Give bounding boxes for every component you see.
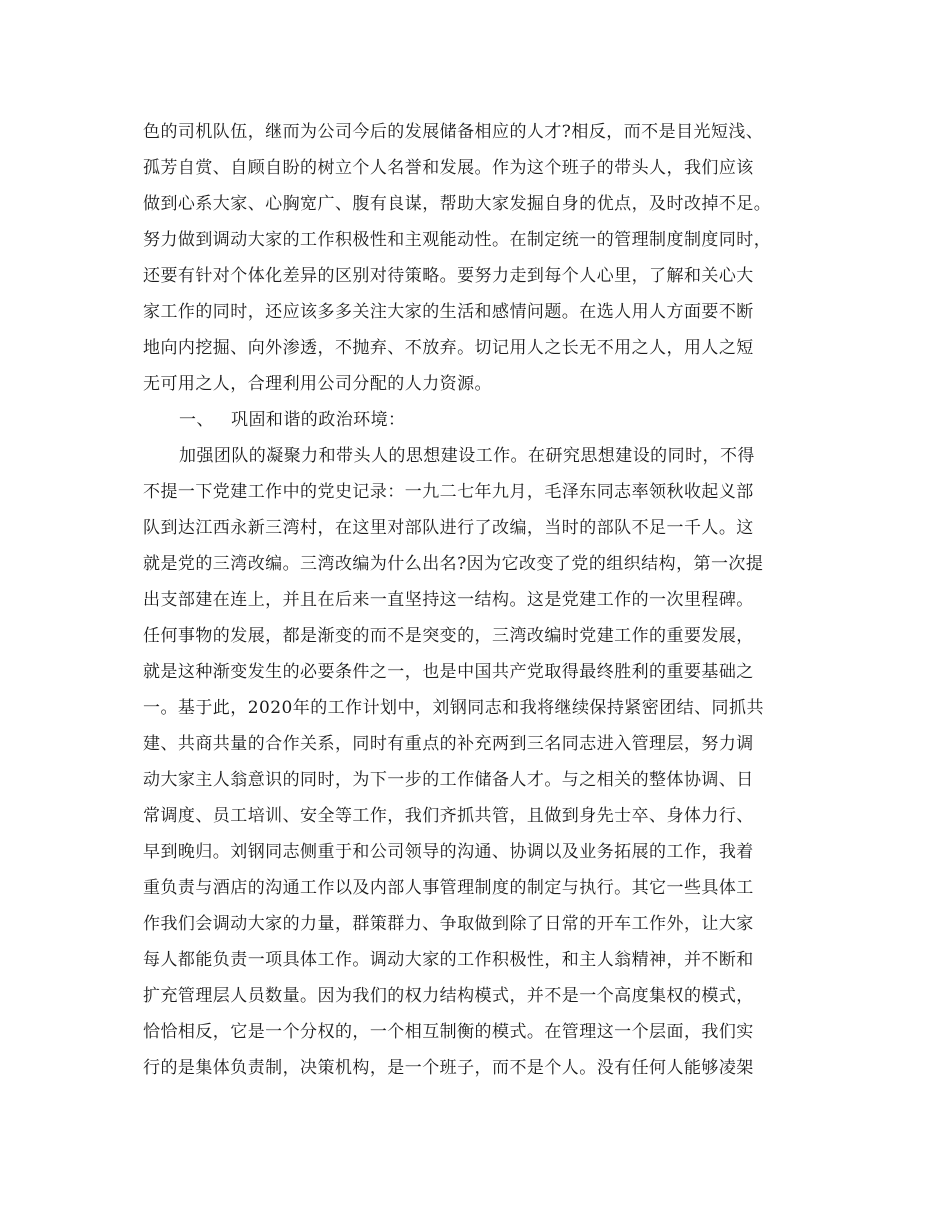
text-line: 一。基于此，2020年的工作计划中，刘钢同志和我将继续保持紧密团结、同抓共 (143, 698, 764, 718)
text-line: 行的是集体负责制，决策机构，是一个班子，而不是个人。没有任何人能够凌架 (143, 1058, 754, 1078)
section-title: 巩固和谐的政治环境： (231, 410, 406, 430)
text-line: 还要有针对个体化差异的区别对待策略。要努力走到每个人心里，了解和关心大 (143, 266, 754, 286)
text-line: 建、共商共量的合作关系，同时有重点的补充两到三名同志进入管理层，努力调 (143, 734, 754, 754)
text-line: 重负责与酒店的沟通工作以及内部人事管理制度的制定与执行。其它一些具体工 (143, 878, 754, 898)
text-line: 作我们会调动大家的力量，群策群力、争取做到除了日常的开车工作外，让大家 (143, 914, 754, 934)
text-line: 队到达江西永新三湾村，在这里对部队进行了改编，当时的部队不足一千人。这 (143, 518, 754, 538)
text-line: 无可用之人，合理利用公司分配的人力资源。 (143, 374, 492, 394)
text-line: 扩充管理层人员数量。因为我们的权力结构模式，并不是一个高度集权的模式， (143, 986, 754, 1006)
text-line: 地向内挖掘、向外渗透，不抛弃、不放弃。切记用人之长无不用之人，用人之短 (143, 338, 754, 358)
text-line: 做到心系大家、心胸宽广、腹有良谋，帮助大家发掘自身的优点，及时改掉不足。 (143, 194, 772, 214)
text-line: 色的司机队伍，继而为公司今后的发展储备相应的人才?相反，而不是目光短浅、 (143, 122, 764, 142)
paragraph-1 (143, 114, 843, 402)
text-line: 每人都能负责一项具体工作。调动大家的工作积极性，和主人翁精神，并不断和 (143, 950, 754, 970)
section-number: 一、 (179, 410, 214, 430)
text-line: 加强团队的凝聚力和带头人的思想建设工作。在研究思想建设的同时，不得 (179, 446, 755, 466)
section-heading (143, 402, 843, 438)
text-line: 努力做到调动大家的工作积极性和主观能动性。在制定统一的管理制度制度同时， (143, 230, 772, 250)
document-body (143, 114, 843, 1086)
text-line: 早到晚归。刘钢同志侧重于和公司领导的沟通、协调以及业务拓展的工作，我着 (143, 842, 754, 862)
paragraph-2 (143, 438, 843, 1086)
text-line: 常调度、员工培训、安全等工作，我们齐抓共管，且做到身先士卒、身体力行、 (143, 806, 754, 826)
text-line: 家工作的同时，还应该多多关注大家的生活和感情问题。在选人用人方面要不断 (143, 302, 754, 322)
text-line: 动大家主人翁意识的同时，为下一步的工作储备人才。与之相关的整体协调、日 (143, 770, 754, 790)
text-line: 不提一下党建工作中的党史记录：一九二七年九月，毛泽东同志率领秋收起义部 (143, 482, 754, 502)
text-line: 就是党的三湾改编。三湾改编为什么出名?因为它改变了党的组织结构，第一次提 (143, 554, 764, 574)
text-line: 孤芳自赏、自顾自盼的树立个人名誉和发展。作为这个班子的带头人，我们应该 (143, 158, 754, 178)
text-line: 出支部建在连上，并且在后来一直坚持这一结构。这是党建工作的一次里程碑。 (143, 590, 754, 610)
text-line: 就是这种渐变发生的必要条件之一，也是中国共产党取得最终胜利的重要基础之 (143, 662, 754, 682)
text-line: 任何事物的发展，都是渐变的而不是突变的，三湾改编时党建工作的重要发展， (143, 626, 754, 646)
text-line: 恰恰相反，它是一个分权的，一个相互制衡的模式。在管理这一个层面，我们实 (143, 1022, 754, 1042)
